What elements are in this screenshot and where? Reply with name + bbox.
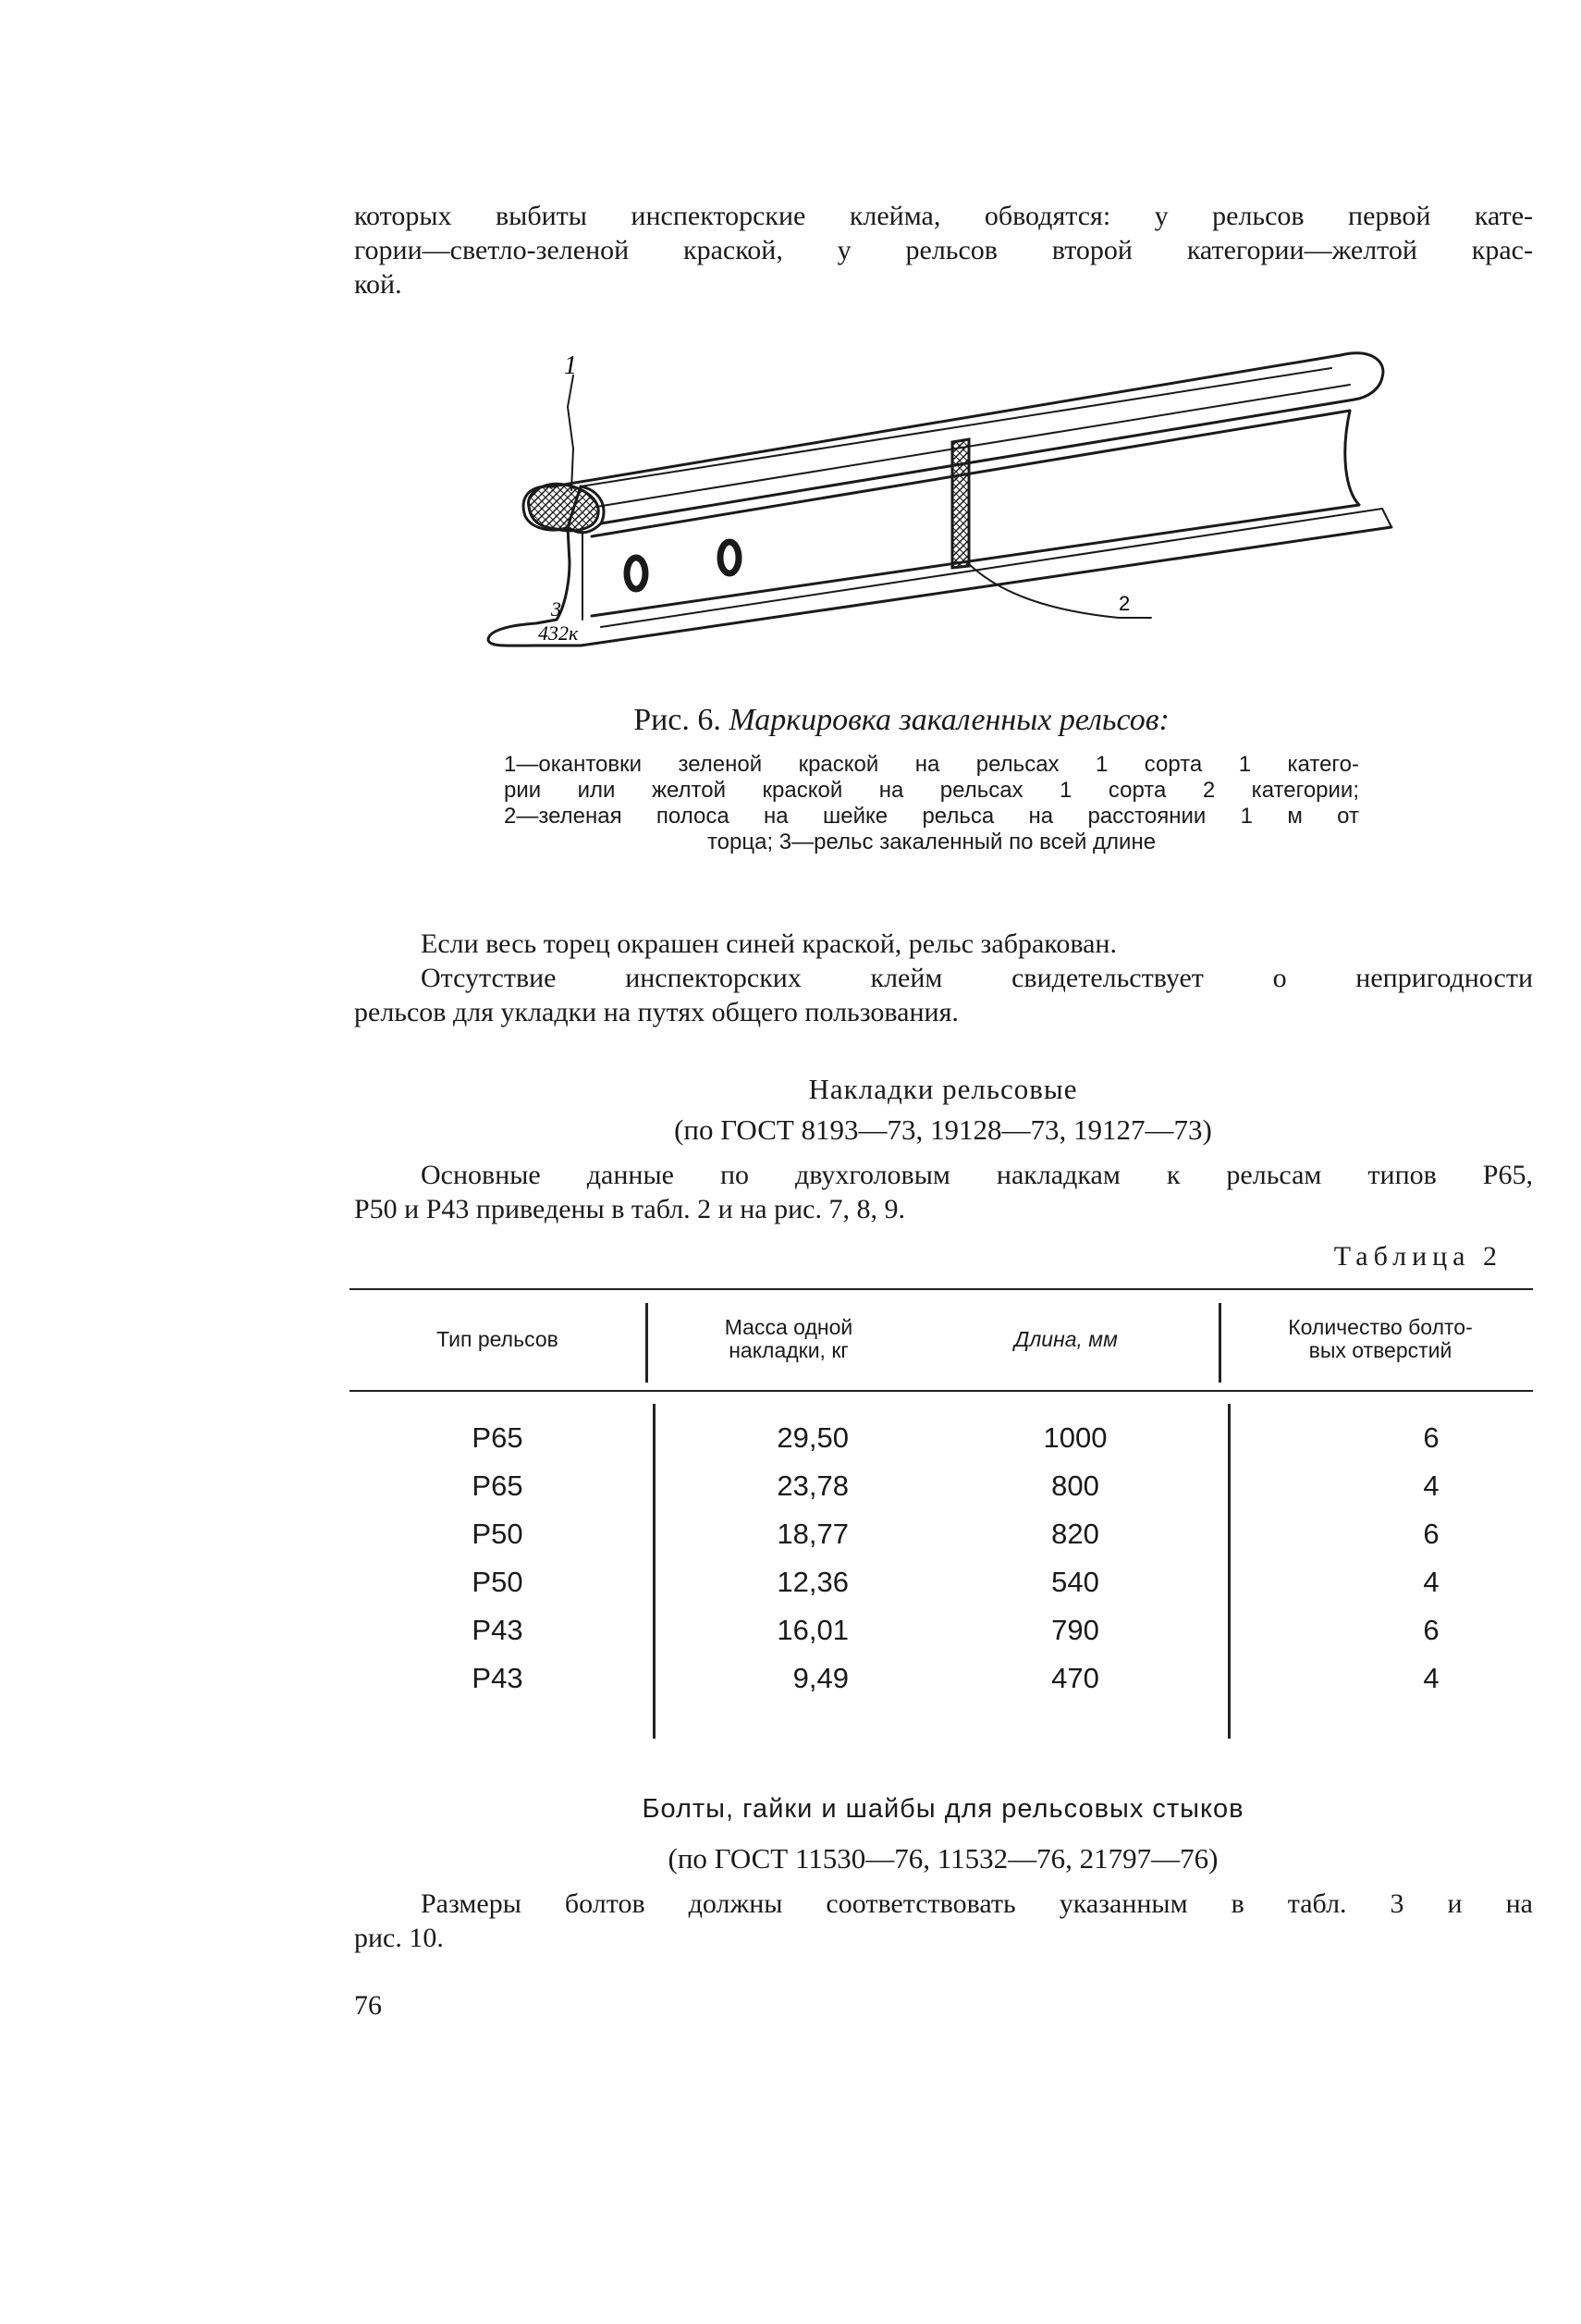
fig-label-3: 3 [551,597,561,621]
section-bolts-title: Болты, гайки и шайбы для рельсовых стыков [642,1794,1244,1824]
fig-label-2: 2 [1119,592,1131,615]
cell-type: Р65 [472,1469,523,1502]
cell-holes: 6 [1423,1518,1440,1550]
absence-line-2: рельсов для укладки на путях общего пользования. [354,997,959,1027]
intro-line-1: которых выбиты инспекторские клейма, обводятся: у рельсов первой кате- [354,201,1533,231]
bolts-text-line-2: рис. 10. [354,1923,444,1953]
section-plates-text [354,1158,1533,1226]
th-holes-line2: вых отверстий [1308,1338,1452,1362]
cell-holes: 4 [1423,1469,1440,1502]
cell-length: 790 [1051,1614,1099,1646]
cell-holes: 6 [1423,1614,1440,1646]
cell-mass: 18,77 [777,1518,849,1550]
section-plates-standard: (по ГОСТ 8193—73, 19128—73, 19127—73) [674,1113,1212,1146]
table-label: Таблица 2 [1333,1241,1502,1272]
table-top-rule [349,1288,1533,1290]
bolt-hole-1 [627,558,645,589]
paragraph-rejected: Если весь торец окрашен синей краской, рельс забракован. [421,928,1117,959]
cell-holes: 4 [1423,1662,1440,1694]
th-mass-line1: Масса одной [724,1315,853,1339]
table-header-rule [349,1390,1533,1392]
paragraph-absence [354,961,1533,1029]
cell-holes: 6 [1423,1421,1440,1454]
cell-mass: 16,01 [777,1614,849,1646]
cell-type: Р43 [472,1662,523,1694]
cell-type: Р50 [472,1518,523,1550]
absence-line-1: Отсутствие инспекторских клейм свидетельствует о непригодности [421,963,1533,993]
caption-prefix: Рис. 6. [633,703,721,737]
bolts-text-line-1: Размеры болтов должны соответствовать указанным в табл. 3 и на [421,1888,1533,1919]
caption-title-text: Маркировка закаленных рельсов: [729,703,1170,737]
caption-line-2: рии или желтой краской на рельсах 1 сорта 2 категории; [504,778,1359,803]
intro-paragraph [354,199,1533,301]
intro-line-3: кой. [354,269,402,300]
th-mass-line2: накладки, кг [729,1338,849,1362]
table-2 [349,1288,1533,1743]
cell-mass: 9,49 [792,1662,849,1694]
cell-length: 470 [1051,1662,1099,1694]
cell-length: 1000 [1043,1421,1108,1454]
rail-marking-figure [472,342,1470,684]
intro-line-2: гории—светло-зеленой краской, у рельсов второй категории—желтой крас- [354,235,1533,265]
plates-text-line-1: Основные данные по двухголовым накладкам к рельсам типов Р65, [421,1160,1533,1190]
th-type: Тип рельсов [436,1327,558,1351]
cell-type: Р50 [472,1566,523,1598]
caption-line-1: 1—окантовки зеленой краской на рельсах 1 сорта 1 катего- [504,752,1359,777]
table-row [349,1462,1533,1510]
table-row [349,1558,1533,1606]
th-holes-line1: Количество болто- [1288,1315,1473,1339]
cell-length: 540 [1051,1566,1099,1598]
caption-line-4: торца; 3—рельс закаленный по всей длине [706,830,1157,855]
fig-stamp: 432к [538,621,579,645]
table-row [349,1654,1533,1703]
caption-line-3: 2—зеленая полоса на шейке рельса на расстоянии 1 м от [504,804,1359,829]
figure-caption-title [462,703,1341,738]
table-row [349,1606,1533,1654]
fig-label-1: 1 [564,351,577,380]
cell-holes: 4 [1423,1566,1440,1598]
cell-type: Р65 [472,1421,523,1454]
section-bolts-standard: (по ГОСТ 11530—76, 11532—76, 21797—76) [668,1842,1219,1875]
section-plates-title: Накладки рельсовые [808,1073,1078,1105]
th-mass [655,1316,923,1362]
table-row [349,1510,1533,1558]
table-row [349,1414,1533,1462]
bolt-hole-2 [720,542,739,573]
cell-length: 800 [1051,1469,1099,1502]
cell-mass: 23,78 [777,1469,849,1502]
figure-caption-body [504,752,1359,855]
section-bolts-text [354,1887,1533,1955]
plates-text-line-2: Р50 и Р43 приведены в табл. 2 и на рис. 7, 8, 9. [354,1194,905,1224]
web-stripe [952,439,969,568]
head-edging [529,484,599,531]
th-length: Длина, мм [1014,1327,1118,1351]
cell-type: Р43 [472,1614,523,1646]
cell-mass: 29,50 [777,1421,849,1454]
cell-length: 820 [1051,1518,1099,1550]
cell-mass: 12,36 [777,1566,849,1598]
page-number: 76 [354,1990,382,2021]
th-holes [1228,1316,1533,1362]
